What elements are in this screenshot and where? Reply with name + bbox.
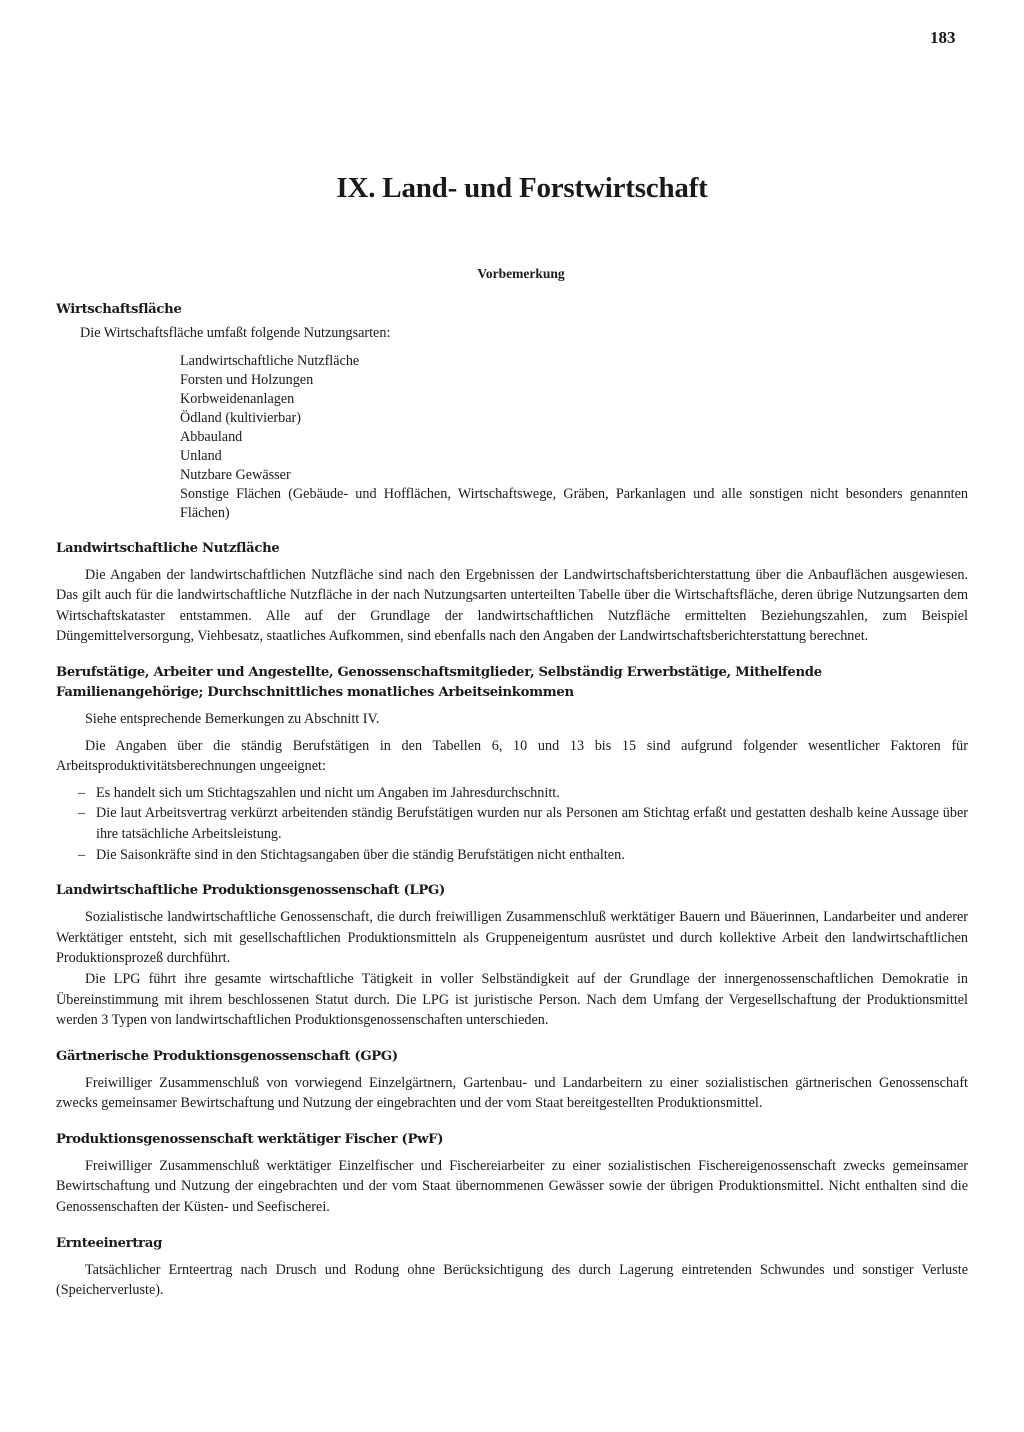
section-gpg [56,1047,968,1114]
dash-icon: – [78,805,86,822]
list-item-text: Es handelt sich um Stichtagszahlen und nicht um Angaben im Jahresdurchschnitt. [96,784,560,801]
paragraph: Die Angaben über die ständig Berufstätigen in den Tabellen 6, 10 und 13 bis 15 sind aufgrund folgender wesentlicher Faktoren für Arbeitsproduktivitätsberechnungen ungeeignet: [56,737,968,775]
paragraph: Freiwilliger Zusammenschluß werktätiger Einzelfischer und Fischereiarbeiter zu einer sozialistischen Fischereigenossenschaft zwecks gemeinsamer Bewirtschaftung und Nutzung der eingebrachten und der vom Staat übernommenen Gewässer sowie der übrigen Produktionsmittel. Nicht enthalten sind die Genossenschaften der Küsten- und Seefischerei. [56,1157,968,1216]
page-number: 183 [930,28,956,47]
dash-icon: – [78,846,86,863]
list-item [56,783,968,804]
paragraph: Die Angaben der landwirtschaftlichen Nutzfläche sind nach den Ergebnissen der Landwirtschaftsberichterstattung über die Anbauflächen ausgewiesen. Das gilt auch für die landwirtschaftliche Nutzfläche in der nach Nutzungsarten unterteilten Tabelle über die Wirtschaftsfläche, deren übrige Nutzungsarten dem Wirtschaftskataster entstammen. Alle auf der Grundlage der landwirtschaftlichen Nutzfläche ermittelten Beziehungszahlen, zum Beispiel Düngemittelversorgung, Viehbesatz, staatliches Aufkommen, sind ebenfalls nach den Angaben der Landwirtschaftsberichterstattung berechnet. [56,566,968,645]
list-item: Ödland (kultivierbar) [180,409,301,426]
list-item [56,845,968,866]
land-use-list [56,352,968,523]
section-heading: Landwirtschaftliche Nutzfläche [56,540,280,556]
paragraph: Die LPG führt ihre gesamte wirtschaftliche Tätigkeit in voller Selbständigkeit auf der Grundlage der innergenossenschaftlichen Demokratie in Übereinstimmung mit ihrem beschlossenen Statut durch. Die LPG ist juristische Person. Nach dem Umfang der Vergesellschaftung der Produktionsmittel werden 3 Typen von landwirtschaftlichen Produktionsgenossenschaften unterschieden. [56,970,968,1029]
list-item: Abbauland [180,428,243,445]
list-item: Forsten und Holzungen [180,371,314,388]
section-lpg [56,881,968,1031]
list-item: Sonstige Flächen (Gebäude- und Hofflächen, Wirtschaftswege, Gräben, Parkanlagen und alle sonstigen nicht besonders genannten Flächen) [180,485,968,521]
paragraph: Tatsächlicher Ernteertrag nach Drusch und Rodung ohne Berücksichtigung des durch Lagerung eintretenden Schwundes und sonstiger Verluste (Speicherverluste). [56,1261,968,1299]
section-lnf [56,539,968,647]
section-intro: Die Wirtschaftsfläche umfaßt folgende Nutzungsarten: [80,325,391,341]
paragraph: Sozialistische landwirtschaftliche Genossenschaft, die durch freiwilligen Zusammenschluß werktätiger Bauern und Bäuerinnen, Landarbeiter und anderer Werktätiger entsteht, sich mit gesellschaftlichen Produktionsmitteln als Gruppeneigentum ausrüstet und durch kollektive Arbeit den landwirtschaftlichen Produktionsprozeß durchführt. [56,909,968,967]
list-item: Korbweidenanlagen [180,390,295,407]
section-heading: Gärtnerische Produktionsgenossenschaft (GPG) [56,1048,398,1064]
section-heading: Wirtschaftsfläche [56,302,182,317]
section-pwf [56,1130,968,1218]
section-heading: Landwirtschaftliche Produktionsgenossenschaft (LPG) [56,883,445,899]
section-subtitle: Vorbemerkung [477,266,565,281]
list-item: Landwirtschaftliche Nutzfläche [180,352,360,369]
section-ernteertrag [56,1234,968,1301]
factor-list [56,783,968,865]
page-content [56,300,968,1301]
list-item [56,803,968,844]
section-berufstaetige [56,663,968,865]
chapter-title: IX. Land- und Forstwirtschaft [336,172,708,204]
section-heading: Berufstätige, Arbeiter und Angestellte, Genossenschaftsmitglieder, Selbständig Erwerbstätige, Mithelfende Familienangehörige; Durchschnittliches monatliches Arbeitseinkommen [56,664,822,700]
list-item: Unland [180,447,222,464]
list-item-text: Die laut Arbeitsvertrag verkürzt arbeitenden ständig Berufstätigen wurden nur als Personen am Stichtag erfaßt und gestatten deshalb keine Aussage über ihre tatsächliche Arbeitsleistung. [96,805,968,842]
section-heading: Produktionsgenossenschaft werktätiger Fischer (PwF) [56,1131,444,1147]
list-item-text: Die Saisonkräfte sind in den Stichtagsangaben über die ständig Berufstätigen nicht enthalten. [96,846,625,863]
section-heading: Ernteeinertrag [56,1235,163,1251]
dash-icon: – [78,784,86,801]
list-item: Nutzbare Gewässer [180,466,291,483]
section-wirtschaftsflaeche [56,300,968,523]
paragraph: Freiwilliger Zusammenschluß von vorwiegend Einzelgärtnern, Gartenbau- und Landarbeitern zu einer sozialistischen gärtnerischen Genossenschaft zwecks gemeinsamer Bewirtschaftung und Nutzung der eingebrachten und der vom Staat bereitgestellten Produktionsmittel. [56,1074,968,1112]
paragraph: Siehe entsprechende Bemerkungen zu Abschnitt IV. [85,710,380,727]
